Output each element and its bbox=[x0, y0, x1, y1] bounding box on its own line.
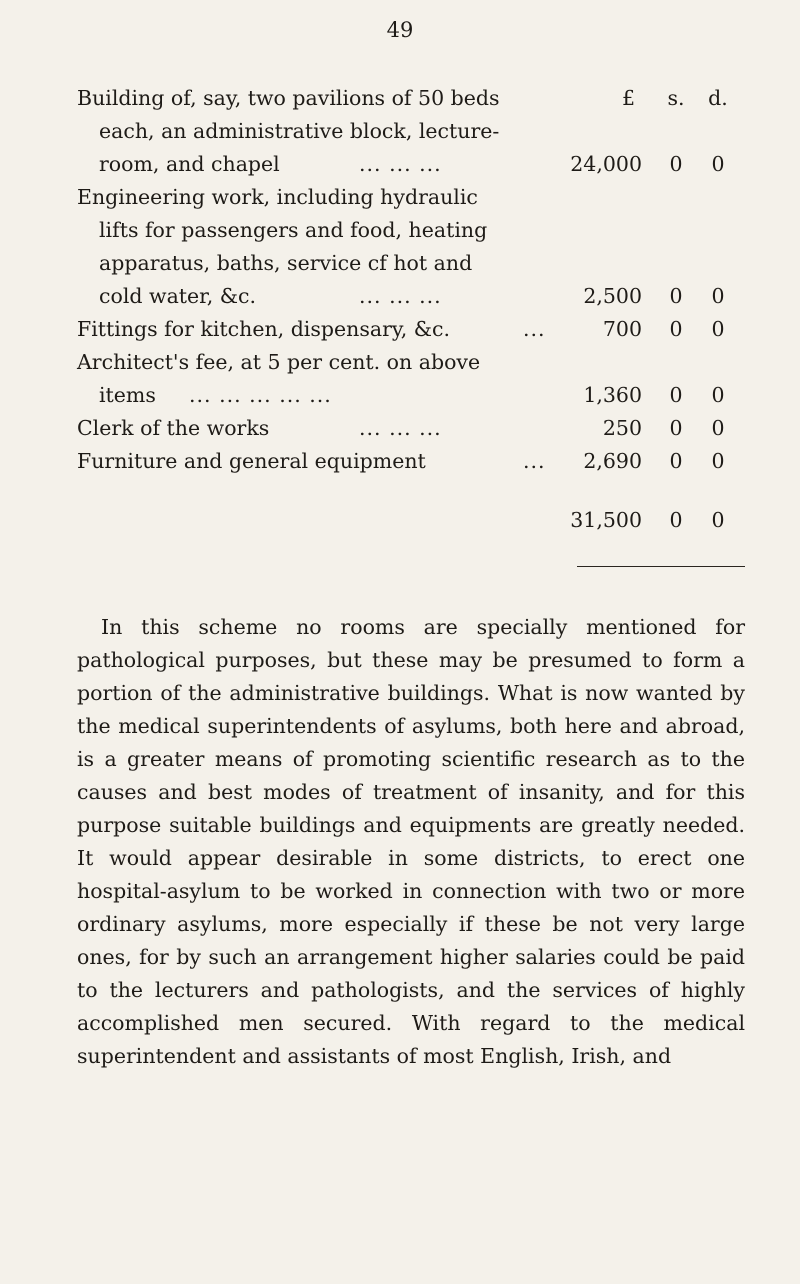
table-row bbox=[77, 148, 747, 181]
total-row bbox=[77, 504, 747, 537]
total-rule bbox=[577, 566, 745, 567]
table-row bbox=[77, 115, 747, 148]
dot-leader: ... bbox=[523, 449, 546, 473]
cost-table bbox=[77, 82, 747, 537]
table-row bbox=[77, 214, 747, 247]
item-description-line: Engineering work, including hydraulic bbox=[77, 185, 478, 209]
amount-pounds: 2,690 bbox=[583, 449, 642, 473]
dot-leader: ... ... ... bbox=[359, 416, 442, 440]
item-description-line: lifts for passengers and food, heating bbox=[99, 218, 488, 242]
amount-pounds: 250 bbox=[602, 416, 642, 440]
item-description-line: Building of, say, two pavilions of 50 beds bbox=[77, 86, 500, 110]
item-description-line: Clerk of the works bbox=[77, 416, 270, 440]
item-description-line: cold water, &c. bbox=[99, 284, 256, 308]
item-description-line: items bbox=[99, 383, 156, 407]
table-row bbox=[77, 445, 747, 478]
amount-pounds: 700 bbox=[602, 317, 642, 341]
dot-leader: ... ... ... ... ... bbox=[189, 383, 332, 407]
amount-pence: 0 bbox=[711, 152, 725, 176]
table-row bbox=[77, 313, 747, 346]
amount-shillings: 0 bbox=[669, 317, 683, 341]
dot-leader: ... ... ... bbox=[359, 152, 442, 176]
dot-leader: ... bbox=[523, 317, 546, 341]
dot-leader: ... ... ... bbox=[359, 284, 442, 308]
amount-pence: 0 bbox=[711, 449, 725, 473]
pence-header: d. bbox=[708, 86, 728, 110]
table-row bbox=[77, 280, 747, 313]
amount-pence: 0 bbox=[711, 317, 725, 341]
amount-pence: 0 bbox=[711, 284, 725, 308]
amount-shillings: 0 bbox=[669, 152, 683, 176]
table-row bbox=[77, 412, 747, 445]
pounds-header: £ bbox=[621, 86, 635, 110]
item-description-line: Fittings for kitchen, dispensary, &c. bbox=[77, 317, 451, 341]
table-row bbox=[77, 379, 747, 412]
table-row bbox=[77, 82, 747, 115]
total-pounds: 31,500 bbox=[570, 508, 642, 532]
paragraph: In this scheme no rooms are specially mentioned for pathological purposes, but these may be presumed to form a portion of the administrative buildings. What is now wanted by the medical superintendents of asylums, both here and abroad, is a greater means of promoting scientific research as to the causes and best modes of treatment of insanity, and for this purpose suitable buildings and equipments are greatly needed. It would appear desirable in some districts, to erect one hospital-asylum to be worked in connection with two or more ordinary asylums, more especially if these be not very large ones, for by such an arrangement higher salaries could be paid to the lecturers and pathologists, and the services of highly accomplished men secured. With regard to the medical superintendent and assistants of most English, Irish, and bbox=[77, 615, 745, 1068]
amount-pence: 0 bbox=[711, 416, 725, 440]
amount-shillings: 0 bbox=[669, 284, 683, 308]
amount-shillings: 0 bbox=[669, 383, 683, 407]
amount-shillings: 0 bbox=[669, 416, 683, 440]
amount-shillings: 0 bbox=[669, 449, 683, 473]
amount-pounds: 1,360 bbox=[583, 383, 642, 407]
item-description-line: room, and chapel bbox=[99, 152, 280, 176]
amount-pence: 0 bbox=[711, 383, 725, 407]
amount-pounds: 24,000 bbox=[570, 152, 642, 176]
item-description-line: each, an administrative block, lecture- bbox=[99, 119, 500, 143]
item-description-line: apparatus, baths, service cf hot and bbox=[99, 251, 473, 275]
table-row bbox=[77, 247, 747, 280]
amount-pounds: 2,500 bbox=[583, 284, 642, 308]
total-pence: 0 bbox=[711, 508, 725, 532]
item-description-line: Architect's fee, at 5 per cent. on above bbox=[77, 350, 481, 374]
item-description-line: Furniture and general equipment bbox=[77, 449, 426, 473]
page-number: 49 bbox=[386, 18, 414, 42]
total-shillings: 0 bbox=[669, 508, 683, 532]
shillings-header: s. bbox=[667, 86, 685, 110]
table-row bbox=[77, 181, 747, 214]
table-row bbox=[77, 346, 747, 379]
body-text bbox=[77, 611, 745, 1073]
